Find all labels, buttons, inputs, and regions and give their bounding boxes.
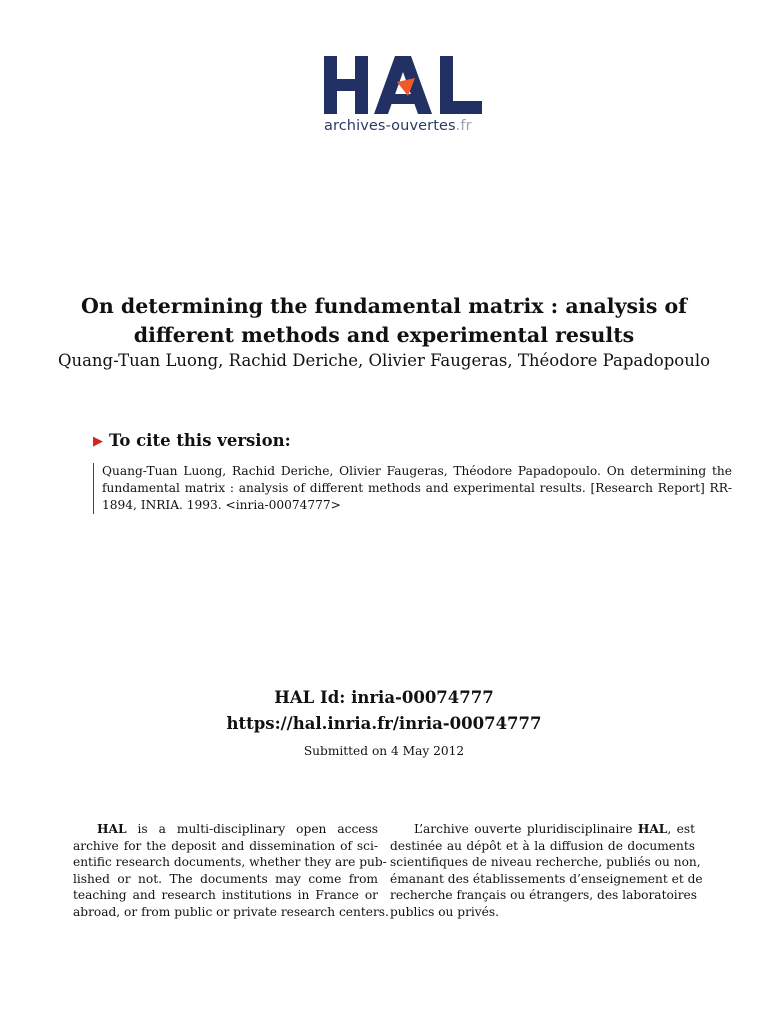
notice-fr-line-2: destinée au dépôt et à la diffusion de documents [390,838,695,853]
notice-french [390,821,703,920]
paper-authors: Quang-Tuan Luong, Rachid Deriche, Olivier Faugeras, Théodore Papadopoulo [57,351,711,370]
title-line-2: different methods and experimental results [133,323,635,347]
notice-en-line-4: lished or not. The documents may come from [73,871,378,886]
notice-fr-line-4: émanant des établissements d’enseignement et de [390,871,703,886]
notice-fr-line-3: scientifiques de niveau recherche, publiés ou non, [390,855,701,869]
notice-fr-line-5: recherche français ou étrangers, des laboratoires [390,888,698,902]
notice-en-bold: HAL [97,822,127,836]
notice-fr-line-6: publics ou privés. [390,904,500,919]
cite-heading-text: To cite this version: [109,431,291,450]
hal-logo-subtitle [324,118,472,134]
notice-en-line-6: abroad, or from public or private research centers. [73,904,389,919]
triangle-right-icon: ▶ [93,434,103,449]
logo-subtitle-tld: .fr [455,118,472,134]
cite-heading [93,430,291,453]
notice-fr-bold: HAL [637,822,668,836]
notice-en-line-5: teaching and research institutions in France or [73,888,378,902]
notice-fr-suffix: , est [667,822,695,836]
notice-en-line-3: entific research documents, whether they are pub- [73,855,387,869]
submitted-date: Submitted on 4 May 2012 [303,744,465,758]
hal-logo [322,52,484,144]
hal-url-link[interactable]: https://hal.inria.fr/inria-00074777 [226,714,542,733]
notice-fr-prefix: L’archive ouverte pluridisciplinaire [414,822,638,836]
notice-en-line-1 [73,821,378,838]
hal-id: HAL Id: inria-00074777 [274,688,494,707]
notice-en-line-2: archive for the deposit and dissemination of sci- [73,838,378,853]
logo-subtitle-main: archives-ouvertes [324,118,456,134]
title-line-1: On determining the fundamental matrix : analysis of [80,294,687,318]
notice-fr-line-1 [390,821,695,838]
citation-text: Quang-Tuan Luong, Rachid Deriche, Olivier Faugeras, Théodore Papadopoulo. On determining the fundamental matrix : analysis of different methods and experimental results. [Research Report] RR-1894, INRIA. 1993. <inria-00074777> [93,463,732,514]
notice-english [73,821,389,920]
paper-title [60,292,708,350]
hal-logo-mark [322,52,484,116]
notice-en-line-1-text: is a multi-disciplinary open access [126,822,378,836]
